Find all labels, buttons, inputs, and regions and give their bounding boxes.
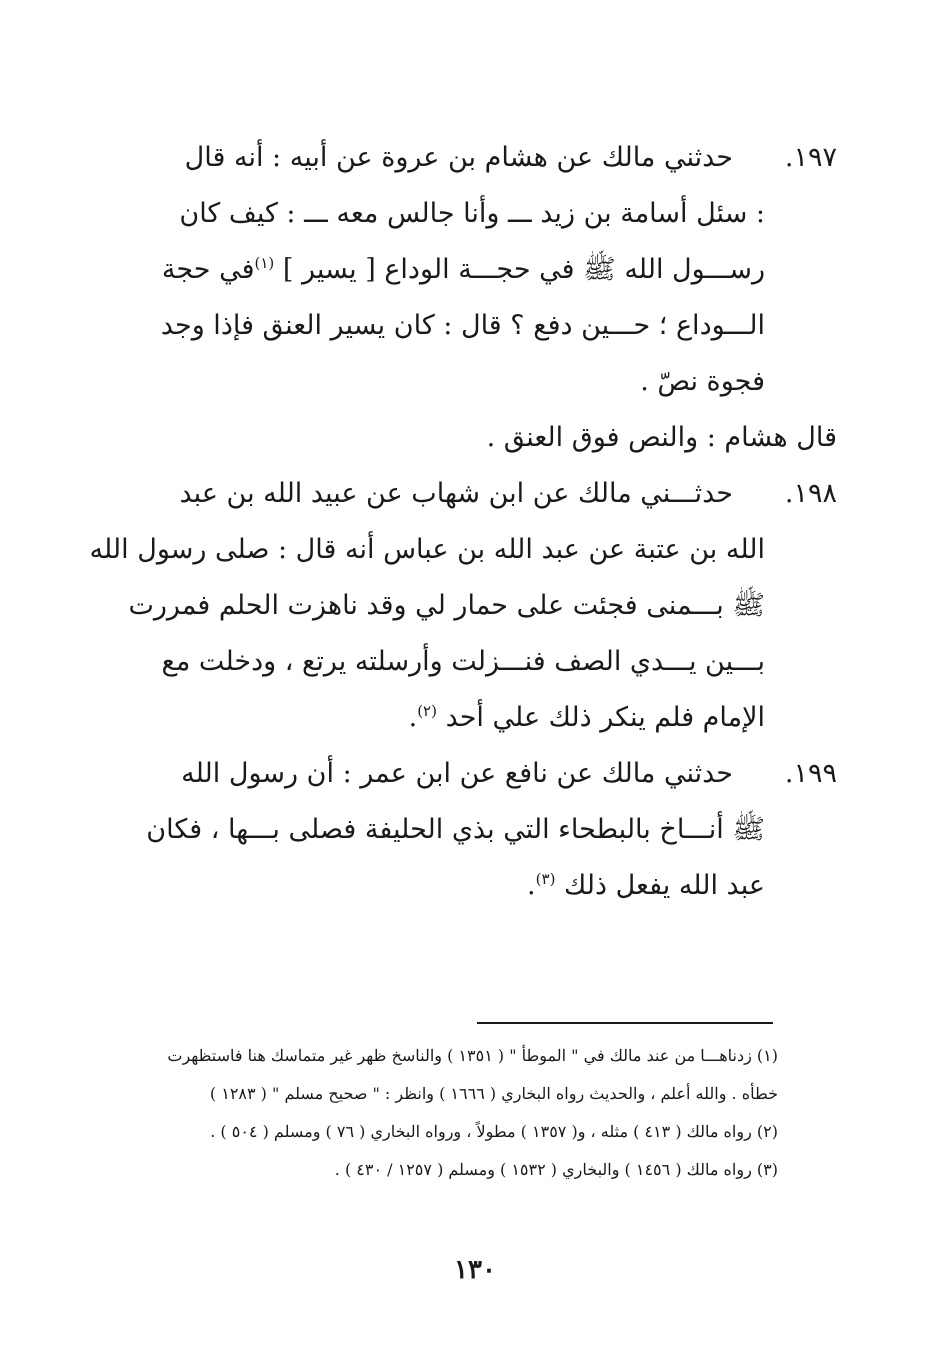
- hadith-197-line-5: [128, 354, 765, 410]
- hadith-199-text-1: حدثني مالك عن نافع عن ابن عمر : أن رسول الله: [181, 758, 733, 789]
- footnote-1-line-1: (١) زدناهـــا من عند مالك في " الموطأ " ( ١٣٥١ ) والناسخ ظهر غير متماسك هنا فاستظهرت: [167, 1046, 778, 1065]
- hadith-198-line-1: [128, 466, 837, 522]
- hadith-199-text-2: ﷺ أنـــاخ بالبطحاء التي بذي الحليفة فصلى بـــها ، فكان: [146, 814, 765, 845]
- footnote-ref-1: (١): [254, 254, 275, 272]
- hadith-198-line-5: [128, 690, 765, 746]
- hadith-198-text-1: حدثـــني مالك عن ابن شهاب عن عبيد الله بن عبد: [179, 478, 733, 509]
- hadith-199-line-1: [128, 746, 837, 802]
- page-number: ١٣٠: [454, 1255, 496, 1285]
- hadith-197-text-6: قال هشام : والنص فوق العنق .: [486, 422, 837, 453]
- hadith-197-line-2: [128, 186, 765, 242]
- hadith-197-line-4: [128, 298, 765, 354]
- hadith-198-text-5a: الإمام فلم ينكر ذلك علي أحد: [445, 702, 765, 733]
- hadith-198-number: ١٩٨.: [784, 478, 837, 509]
- footnote-2: (٢) رواه مالك ( ٤١٣ ) مثله ، و( ١٣٥٧ ) مطولاً ، ورواه البخاري ( ٧٦ ) ومسلم ( ٥٠٤ ) .: [210, 1122, 778, 1141]
- hadith-199-text-3b: .: [527, 870, 536, 901]
- hadith-197-text-3b: في حجة: [161, 254, 255, 285]
- hadith-197-text-1: حدثني مالك عن هشام بن عروة عن أبيه : أنه قال: [184, 142, 733, 173]
- footnote-1-line-2: خطأه . والله أعلم ، والحديث رواه البخاري ( ١٦٦٦ ) وانظر : " صحيح مسلم " ( ١٢٨٣ ): [209, 1084, 778, 1103]
- hadith-198-line-2: [89, 522, 765, 578]
- hadith-198-text-5b: .: [408, 702, 418, 733]
- hadith-198-text-4: بـــين يـــدي الصف فنـــزلت وأرسلته يرتع ، ودخلت مع: [161, 646, 765, 677]
- hadith-198-line-4: [128, 634, 765, 690]
- footnote-ref-3: (٣): [535, 870, 556, 888]
- hadith-199-line-2: [128, 802, 765, 858]
- hadith-199-text-3a: عبد الله يفعل ذلك: [564, 870, 765, 901]
- hadith-198-text-3: ﷺ بـــمنى فجئت على حمار لي وقد ناهزت الحلم فمررت: [128, 590, 765, 621]
- hadith-197-line-6: [128, 410, 837, 466]
- hadith-199-line-3: [128, 858, 765, 914]
- footnote-ref-2: (٢): [417, 702, 437, 720]
- footnote-3: (٣) رواه مالك ( ١٤٥٦ ) والبخاري ( ١٥٣٢ ) ومسلم ( ١٢٥٧ / ٤٣٠ ) .: [334, 1160, 778, 1179]
- hadith-197-number: ١٩٧.: [784, 142, 837, 173]
- hadith-197-line-1: [128, 130, 837, 186]
- footnote-separator: [477, 1022, 773, 1024]
- hadith-197-text-3a: رســـول الله ﷺ في حجـــة الوداع [ يسير ]: [282, 254, 765, 285]
- hadith-197-text-5: فجوة نصّ .: [640, 366, 765, 397]
- hadith-198-text-2: الله بن عتبة عن عبد الله بن عباس أنه قال : صلى رسول الله: [89, 534, 765, 565]
- hadith-197-line-3: [128, 242, 765, 298]
- hadith-197-text-2: : سئل أسامة بن زيد ـــ وأنا جالس معه ـــ : كيف كان: [179, 198, 765, 229]
- hadith-199-number: ١٩٩.: [784, 758, 837, 789]
- hadith-198-line-3: [128, 578, 765, 634]
- hadith-197-text-4: الـــوداع ؛ حـــين دفع ؟ قال : كان يسير العنق فإذا وجد: [160, 310, 765, 341]
